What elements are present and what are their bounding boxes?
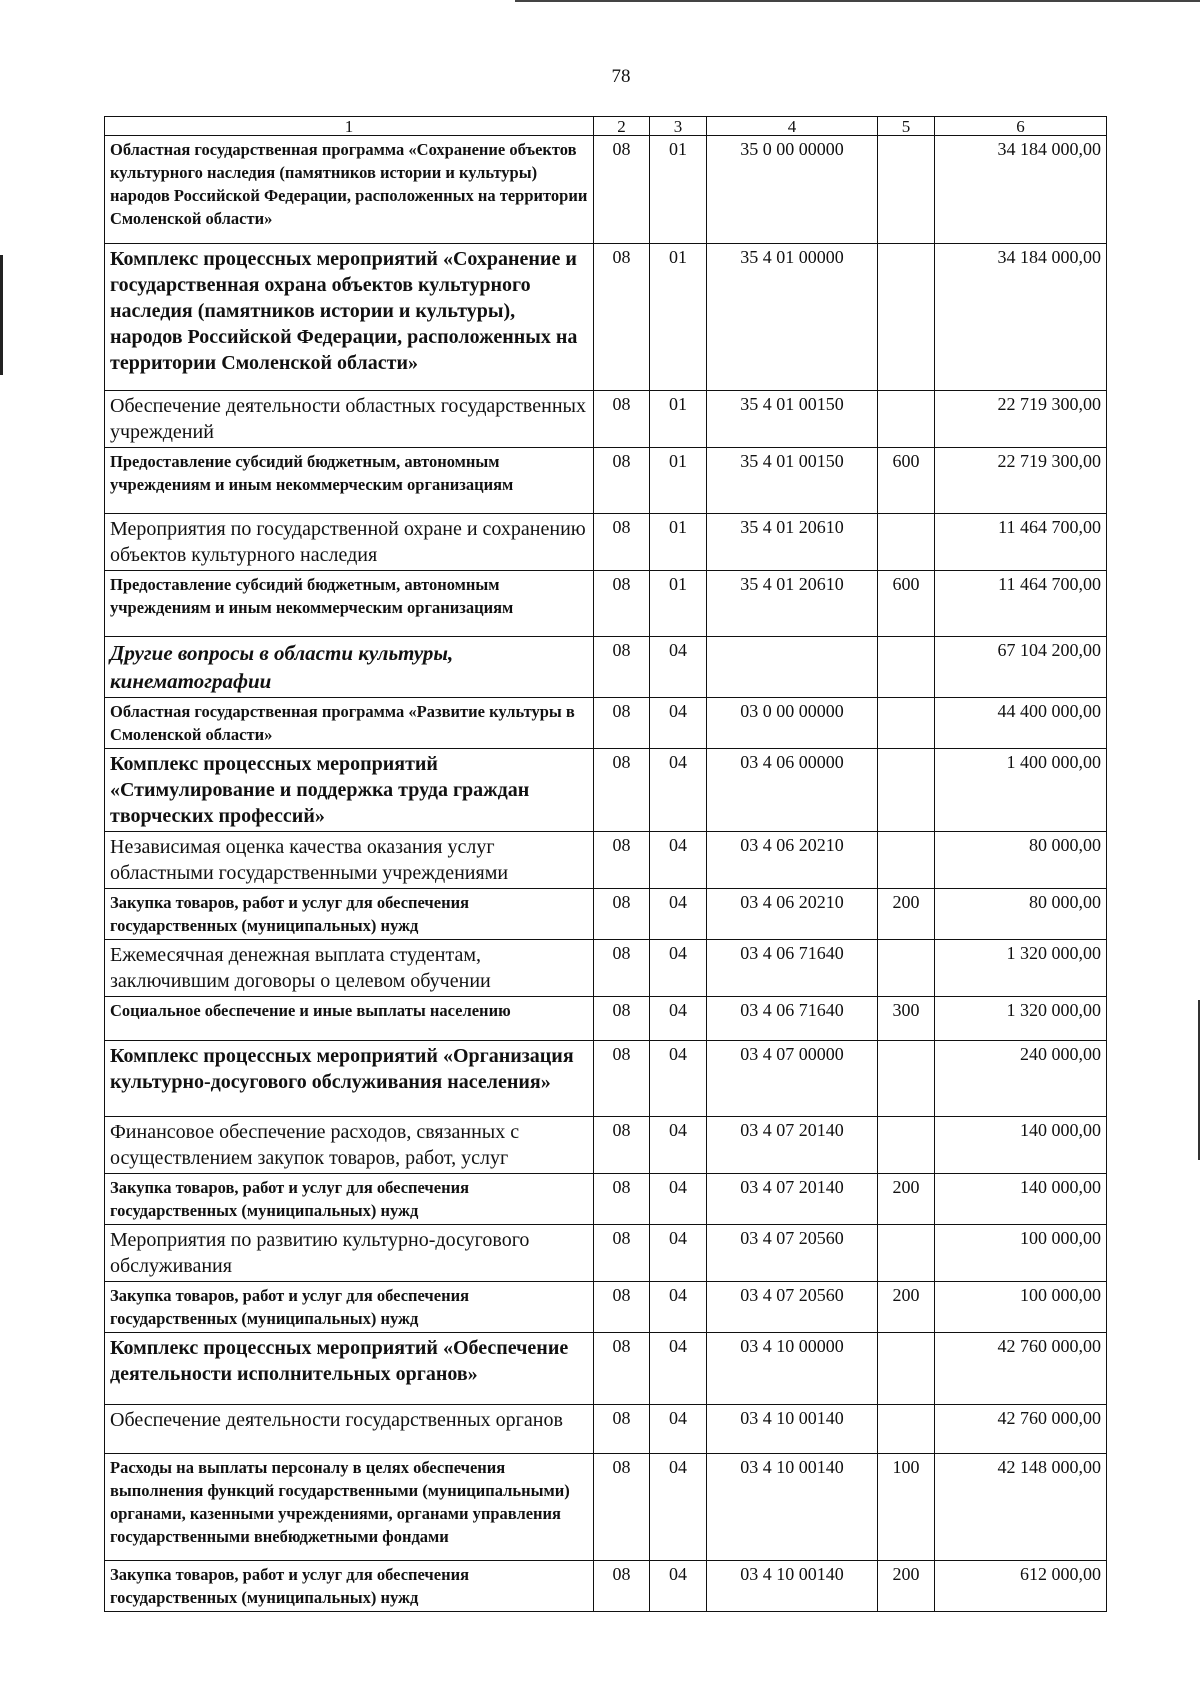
row-section: 08 <box>594 571 650 637</box>
row-amount: 34 184 000,00 <box>935 244 1107 391</box>
row-subsection: 04 <box>650 997 707 1041</box>
row-name: Другие вопросы в области культуры, кинематографии <box>105 637 594 698</box>
table-row <box>105 1561 1107 1612</box>
row-amount: 80 000,00 <box>935 889 1107 940</box>
header-col-1: 1 <box>105 117 594 136</box>
row-section: 08 <box>594 889 650 940</box>
row-subsection: 04 <box>650 1454 707 1561</box>
row-section: 08 <box>594 1174 650 1225</box>
row-expense-type <box>878 136 935 244</box>
header-col-6: 6 <box>935 117 1107 136</box>
header-col-3: 3 <box>650 117 707 136</box>
row-name: Закупка товаров, работ и услуг для обеспечения государственных (муниципальных) нужд <box>105 1174 594 1225</box>
table-row <box>105 514 1107 571</box>
row-amount: 612 000,00 <box>935 1561 1107 1612</box>
row-subsection: 04 <box>650 889 707 940</box>
row-name: Независимая оценка качества оказания услуг областными государственными учреждениями <box>105 832 594 889</box>
row-name: Расходы на выплаты персоналу в целях обеспечения выполнения функций государственными (муниципальными) органами, казенными учреждениями, органами управления государственными внебюджетными фондами <box>105 1454 594 1561</box>
table-row <box>105 1117 1107 1174</box>
row-expense-type <box>878 749 935 832</box>
row-target-article: 03 4 10 00140 <box>707 1405 878 1454</box>
row-subsection: 04 <box>650 1405 707 1454</box>
header-col-5: 5 <box>878 117 935 136</box>
table-row <box>105 1174 1107 1225</box>
row-name: Обеспечение деятельности областных государственных учреждений <box>105 391 594 448</box>
row-name: Закупка товаров, работ и услуг для обеспечения государственных (муниципальных) нужд <box>105 889 594 940</box>
row-target-article: 03 4 06 71640 <box>707 940 878 997</box>
row-target-article: 35 4 01 00000 <box>707 244 878 391</box>
row-amount: 1 320 000,00 <box>935 940 1107 997</box>
row-amount: 80 000,00 <box>935 832 1107 889</box>
row-section: 08 <box>594 749 650 832</box>
row-expense-type <box>878 940 935 997</box>
table-row <box>105 1041 1107 1117</box>
row-subsection: 04 <box>650 1041 707 1117</box>
row-subsection: 01 <box>650 391 707 448</box>
row-section: 08 <box>594 637 650 698</box>
row-name: Закупка товаров, работ и услуг для обеспечения государственных (муниципальных) нужд <box>105 1561 594 1612</box>
table-row <box>105 391 1107 448</box>
row-amount: 42 760 000,00 <box>935 1405 1107 1454</box>
row-section: 08 <box>594 997 650 1041</box>
row-section: 08 <box>594 1041 650 1117</box>
row-target-article: 03 4 10 00140 <box>707 1561 878 1612</box>
row-name: Предоставление субсидий бюджетным, автономным учреждениям и иным некоммерческим организациям <box>105 571 594 637</box>
row-target-article: 03 4 06 20210 <box>707 832 878 889</box>
row-target-article: 03 4 07 20140 <box>707 1174 878 1225</box>
row-amount: 44 400 000,00 <box>935 698 1107 749</box>
row-target-article: 03 4 07 20560 <box>707 1225 878 1282</box>
row-target-article: 03 4 07 20560 <box>707 1282 878 1333</box>
table-row <box>105 832 1107 889</box>
row-section: 08 <box>594 391 650 448</box>
table-row <box>105 571 1107 637</box>
row-expense-type: 200 <box>878 1174 935 1225</box>
row-section: 08 <box>594 832 650 889</box>
row-amount: 11 464 700,00 <box>935 514 1107 571</box>
row-expense-type: 300 <box>878 997 935 1041</box>
row-section: 08 <box>594 514 650 571</box>
row-expense-type <box>878 637 935 698</box>
table-row <box>105 749 1107 832</box>
row-target-article: 03 4 06 20210 <box>707 889 878 940</box>
row-section: 08 <box>594 1282 650 1333</box>
row-target-article: 03 0 00 00000 <box>707 698 878 749</box>
row-target-article: 03 4 06 00000 <box>707 749 878 832</box>
row-section: 08 <box>594 940 650 997</box>
row-expense-type: 100 <box>878 1454 935 1561</box>
row-amount: 42 148 000,00 <box>935 1454 1107 1561</box>
budget-table-body <box>105 117 1107 1612</box>
row-amount: 22 719 300,00 <box>935 448 1107 514</box>
row-expense-type: 200 <box>878 889 935 940</box>
row-expense-type <box>878 832 935 889</box>
row-target-article: 03 4 06 71640 <box>707 997 878 1041</box>
row-name: Комплекс процессных мероприятий «Организация культурно-досугового обслуживания населения» <box>105 1041 594 1117</box>
row-target-article: 35 4 01 20610 <box>707 571 878 637</box>
row-expense-type: 600 <box>878 571 935 637</box>
table-row <box>105 1225 1107 1282</box>
row-section: 08 <box>594 1333 650 1405</box>
row-subsection: 04 <box>650 1174 707 1225</box>
table-row <box>105 889 1107 940</box>
row-section: 08 <box>594 698 650 749</box>
row-section: 08 <box>594 448 650 514</box>
table-row <box>105 637 1107 698</box>
row-subsection: 01 <box>650 244 707 391</box>
row-expense-type <box>878 244 935 391</box>
row-section: 08 <box>594 1225 650 1282</box>
table-row <box>105 1454 1107 1561</box>
row-expense-type <box>878 1041 935 1117</box>
row-section: 08 <box>594 1561 650 1612</box>
row-amount: 100 000,00 <box>935 1225 1107 1282</box>
row-name: Комплекс процессных мероприятий «Сохранение и государственная охрана объектов культурного наследия (памятников истории и культуры), народов Российской Федерации, расположенных на территории Смоленской области» <box>105 244 594 391</box>
row-subsection: 01 <box>650 571 707 637</box>
row-subsection: 04 <box>650 940 707 997</box>
table-row <box>105 244 1107 391</box>
row-target-article: 35 4 01 20610 <box>707 514 878 571</box>
row-name: Областная государственная программа «Сохранение объектов культурного наследия (памятников истории и культуры) народов Российской Федерации, расположенных на территории Смоленской области» <box>105 136 594 244</box>
row-expense-type: 200 <box>878 1561 935 1612</box>
table-row <box>105 1405 1107 1454</box>
table-row <box>105 136 1107 244</box>
row-amount: 22 719 300,00 <box>935 391 1107 448</box>
row-expense-type <box>878 391 935 448</box>
row-amount: 100 000,00 <box>935 1282 1107 1333</box>
row-amount: 1 400 000,00 <box>935 749 1107 832</box>
row-target-article: 03 4 10 00140 <box>707 1454 878 1561</box>
row-amount: 34 184 000,00 <box>935 136 1107 244</box>
row-subsection: 04 <box>650 1282 707 1333</box>
page-number: 78 <box>611 66 631 87</box>
row-section: 08 <box>594 1117 650 1174</box>
table-row <box>105 698 1107 749</box>
row-name: Мероприятия по государственной охране и сохранению объектов культурного наследия <box>105 514 594 571</box>
row-expense-type <box>878 1333 935 1405</box>
header-col-2: 2 <box>594 117 650 136</box>
row-section: 08 <box>594 1405 650 1454</box>
row-subsection: 04 <box>650 1561 707 1612</box>
row-amount: 140 000,00 <box>935 1174 1107 1225</box>
row-subsection: 04 <box>650 749 707 832</box>
budget-table <box>104 116 1107 1612</box>
row-amount: 42 760 000,00 <box>935 1333 1107 1405</box>
row-amount: 240 000,00 <box>935 1041 1107 1117</box>
row-subsection: 04 <box>650 698 707 749</box>
scan-edge-top <box>515 0 1200 2</box>
row-subsection: 01 <box>650 514 707 571</box>
row-target-article: 35 0 00 00000 <box>707 136 878 244</box>
table-row <box>105 448 1107 514</box>
row-expense-type: 600 <box>878 448 935 514</box>
row-section: 08 <box>594 244 650 391</box>
row-target-article: 03 4 07 00000 <box>707 1041 878 1117</box>
row-expense-type <box>878 1225 935 1282</box>
row-amount: 67 104 200,00 <box>935 637 1107 698</box>
table-row <box>105 997 1107 1041</box>
row-expense-type <box>878 1117 935 1174</box>
row-subsection: 01 <box>650 136 707 244</box>
row-subsection: 04 <box>650 1333 707 1405</box>
row-target-article: 35 4 01 00150 <box>707 391 878 448</box>
row-name: Закупка товаров, работ и услуг для обеспечения государственных (муниципальных) нужд <box>105 1282 594 1333</box>
row-subsection: 04 <box>650 1117 707 1174</box>
row-target-article: 03 4 10 00000 <box>707 1333 878 1405</box>
header-row <box>105 117 1107 136</box>
row-expense-type <box>878 514 935 571</box>
row-expense-type <box>878 698 935 749</box>
table-row <box>105 1333 1107 1405</box>
row-name: Областная государственная программа «Развитие культуры в Смоленской области» <box>105 698 594 749</box>
row-name: Обеспечение деятельности государственных органов <box>105 1405 594 1454</box>
row-name: Социальное обеспечение и иные выплаты населению <box>105 997 594 1041</box>
row-subsection: 04 <box>650 1225 707 1282</box>
scan-edge-left <box>0 255 3 375</box>
row-amount: 11 464 700,00 <box>935 571 1107 637</box>
row-amount: 140 000,00 <box>935 1117 1107 1174</box>
row-name: Комплекс процессных мероприятий «Обеспечение деятельности исполнительных органов» <box>105 1333 594 1405</box>
row-subsection: 04 <box>650 832 707 889</box>
row-name: Ежемесячная денежная выплата студентам, заключившим договоры о целевом обучении <box>105 940 594 997</box>
table-row <box>105 940 1107 997</box>
row-target-article: 35 4 01 00150 <box>707 448 878 514</box>
row-name: Мероприятия по развитию культурно-досугового обслуживания <box>105 1225 594 1282</box>
row-section: 08 <box>594 1454 650 1561</box>
table-row <box>105 1282 1107 1333</box>
row-name: Финансовое обеспечение расходов, связанных с осуществлением закупок товаров, работ, услуг <box>105 1117 594 1174</box>
row-name: Предоставление субсидий бюджетным, автономным учреждениям и иным некоммерческим организациям <box>105 448 594 514</box>
row-subsection: 04 <box>650 637 707 698</box>
row-subsection: 01 <box>650 448 707 514</box>
row-expense-type <box>878 1405 935 1454</box>
row-expense-type: 200 <box>878 1282 935 1333</box>
header-col-4: 4 <box>707 117 878 136</box>
row-amount: 1 320 000,00 <box>935 997 1107 1041</box>
row-target-article: 03 4 07 20140 <box>707 1117 878 1174</box>
row-target-article <box>707 637 878 698</box>
row-name: Комплекс процессных мероприятий «Стимулирование и поддержка труда граждан творческих профессий» <box>105 749 594 832</box>
row-section: 08 <box>594 136 650 244</box>
